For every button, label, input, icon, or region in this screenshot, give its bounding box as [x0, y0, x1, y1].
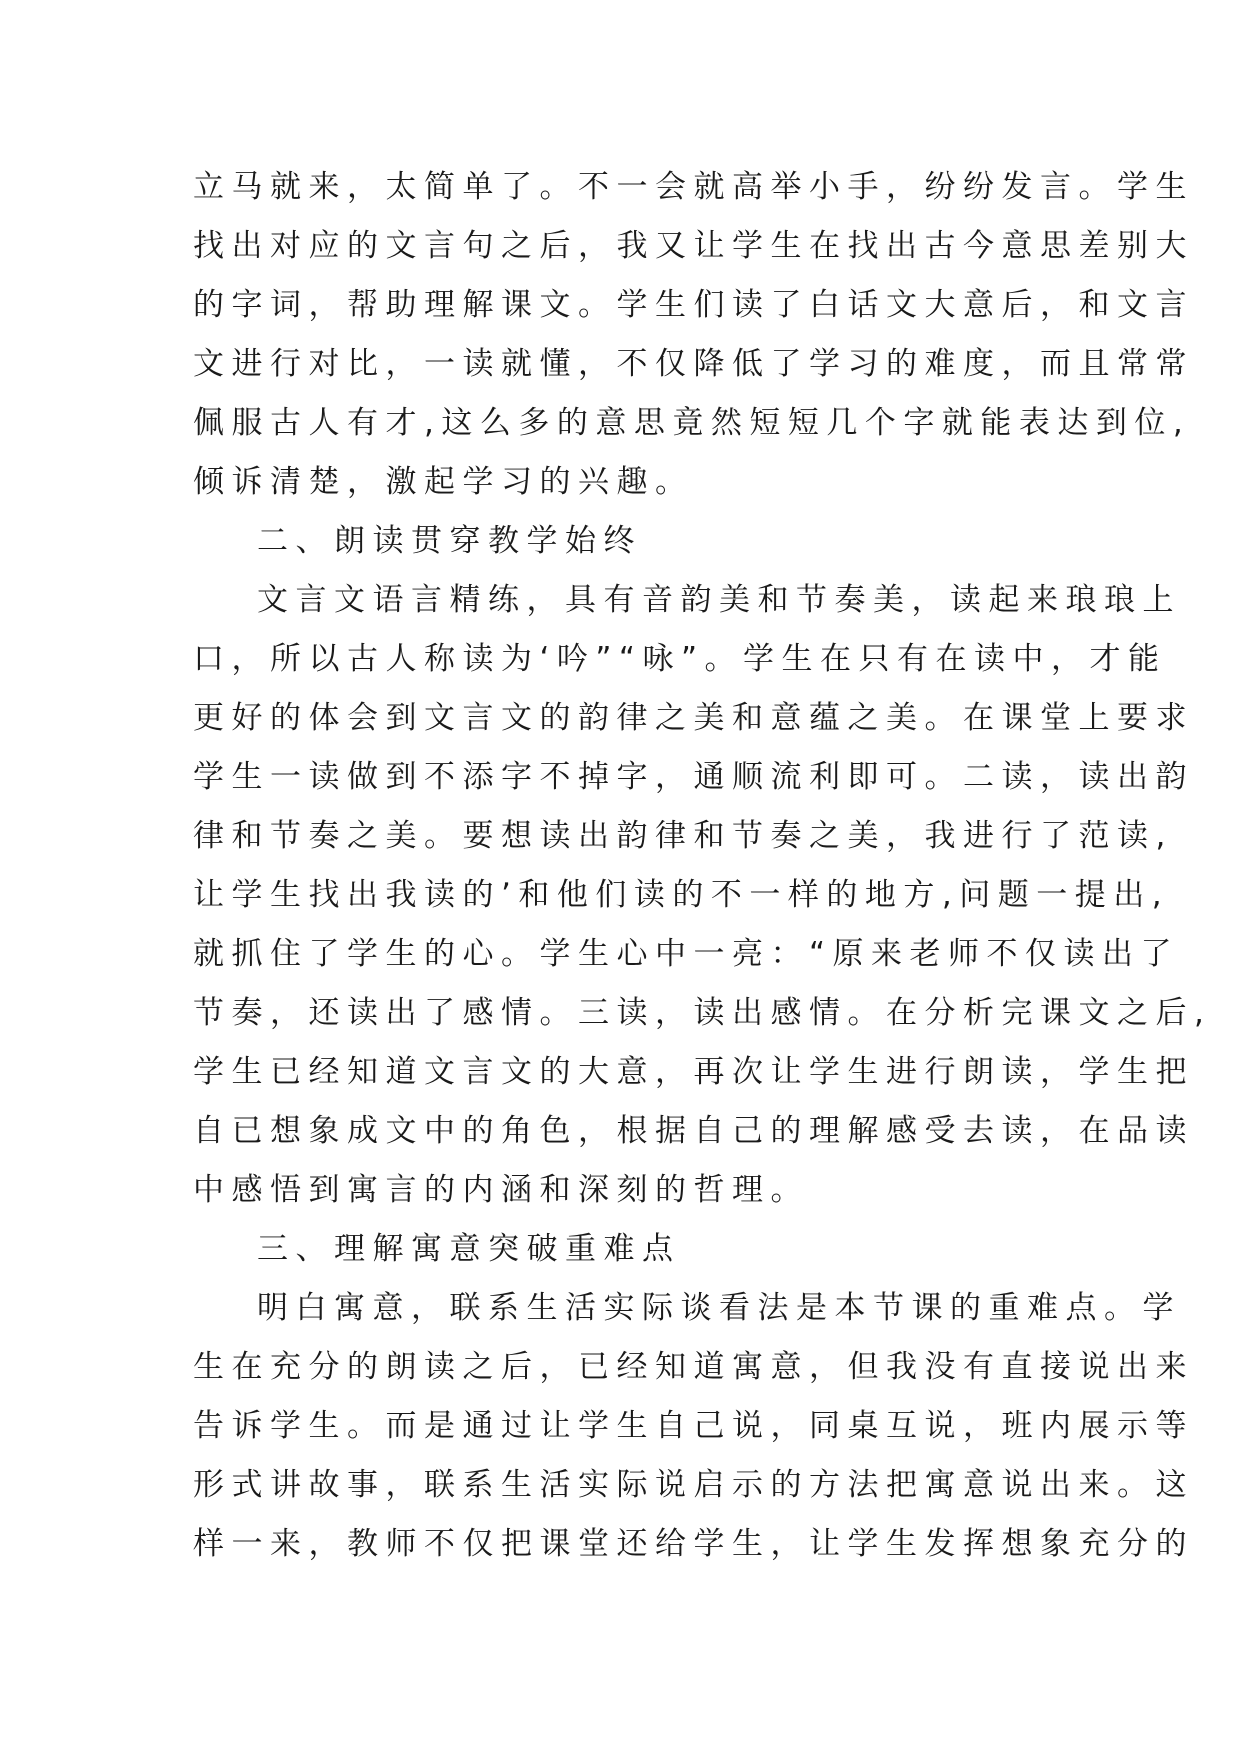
text-line: 学生一读做到不添字不掉字，通顺流利即可。二读，读出韵 [193, 759, 1194, 795]
text-line: 形式讲故事，联系生活实际说启示的方法把寓意说出来。这 [193, 1467, 1194, 1503]
text-line: 告诉学生。而是通过让学生自己说，同桌互说，班内展示等 [193, 1408, 1194, 1444]
text-line: 更好的体会到文言文的韵律之美和意蕴之美。在课堂上要求 [193, 700, 1194, 736]
text-line: 立马就来，太简单了。不一会就高举小手，纷纷发言。学生 [193, 169, 1194, 205]
text-line: 让学生找出我读的’和他们读的不一样的地方,问题一提出, [193, 877, 1170, 913]
text-line: 口，所以古人称读为‘吟”“咏”。学生在只有在读中，才能 [193, 641, 1167, 677]
text-line: 倾诉清楚，激起学习的兴趣。 [193, 464, 694, 500]
section-heading: 三、理解寓意突破重难点 [257, 1231, 681, 1267]
text-line: 找出对应的文言句之后，我又让学生在找出古今意思差别大 [193, 228, 1194, 264]
text-line: 节奏，还读出了感情。三读，读出感情。在分析完课文之后, [193, 995, 1212, 1031]
text-line: 佩服古人有才,这么多的意思竟然短短几个字就能表达到位, [193, 405, 1191, 441]
text-line: 就抓住了学生的心。学生心中一亮：“原来老师不仅读出了 [193, 936, 1180, 972]
text-line: 文言文语言精练，具有音韵美和节奏美，读起来琅琅上 [257, 582, 1181, 618]
text-line: 文进行对比，一读就懂，不仅降低了学习的难度，而且常常 [193, 346, 1194, 382]
text-line: 明白寓意，联系生活实际谈看法是本节课的重难点。学 [257, 1290, 1181, 1326]
document-body [193, 158, 1212, 1574]
section-heading: 二、朗读贯穿教学始终 [257, 523, 642, 559]
text-line: 中感悟到寓言的内涵和深刻的哲理。 [193, 1172, 809, 1208]
text-line: 自已想象成文中的角色，根据自己的理解感受去读，在品读 [193, 1113, 1194, 1149]
text-line: 的字词，帮助理解课文。学生们读了白话文大意后，和文言 [193, 287, 1194, 323]
text-line: 律和节奏之美。要想读出韵律和节奏之美，我进行了范读, [193, 818, 1173, 854]
text-line: 样一来，教师不仅把课堂还给学生，让学生发挥想象充分的 [193, 1526, 1194, 1562]
text-line: 生在充分的朗读之后，已经知道寓意，但我没有直接说出来 [193, 1349, 1194, 1385]
text-line: 学生已经知道文言文的大意，再次让学生进行朗读，学生把 [193, 1054, 1194, 1090]
